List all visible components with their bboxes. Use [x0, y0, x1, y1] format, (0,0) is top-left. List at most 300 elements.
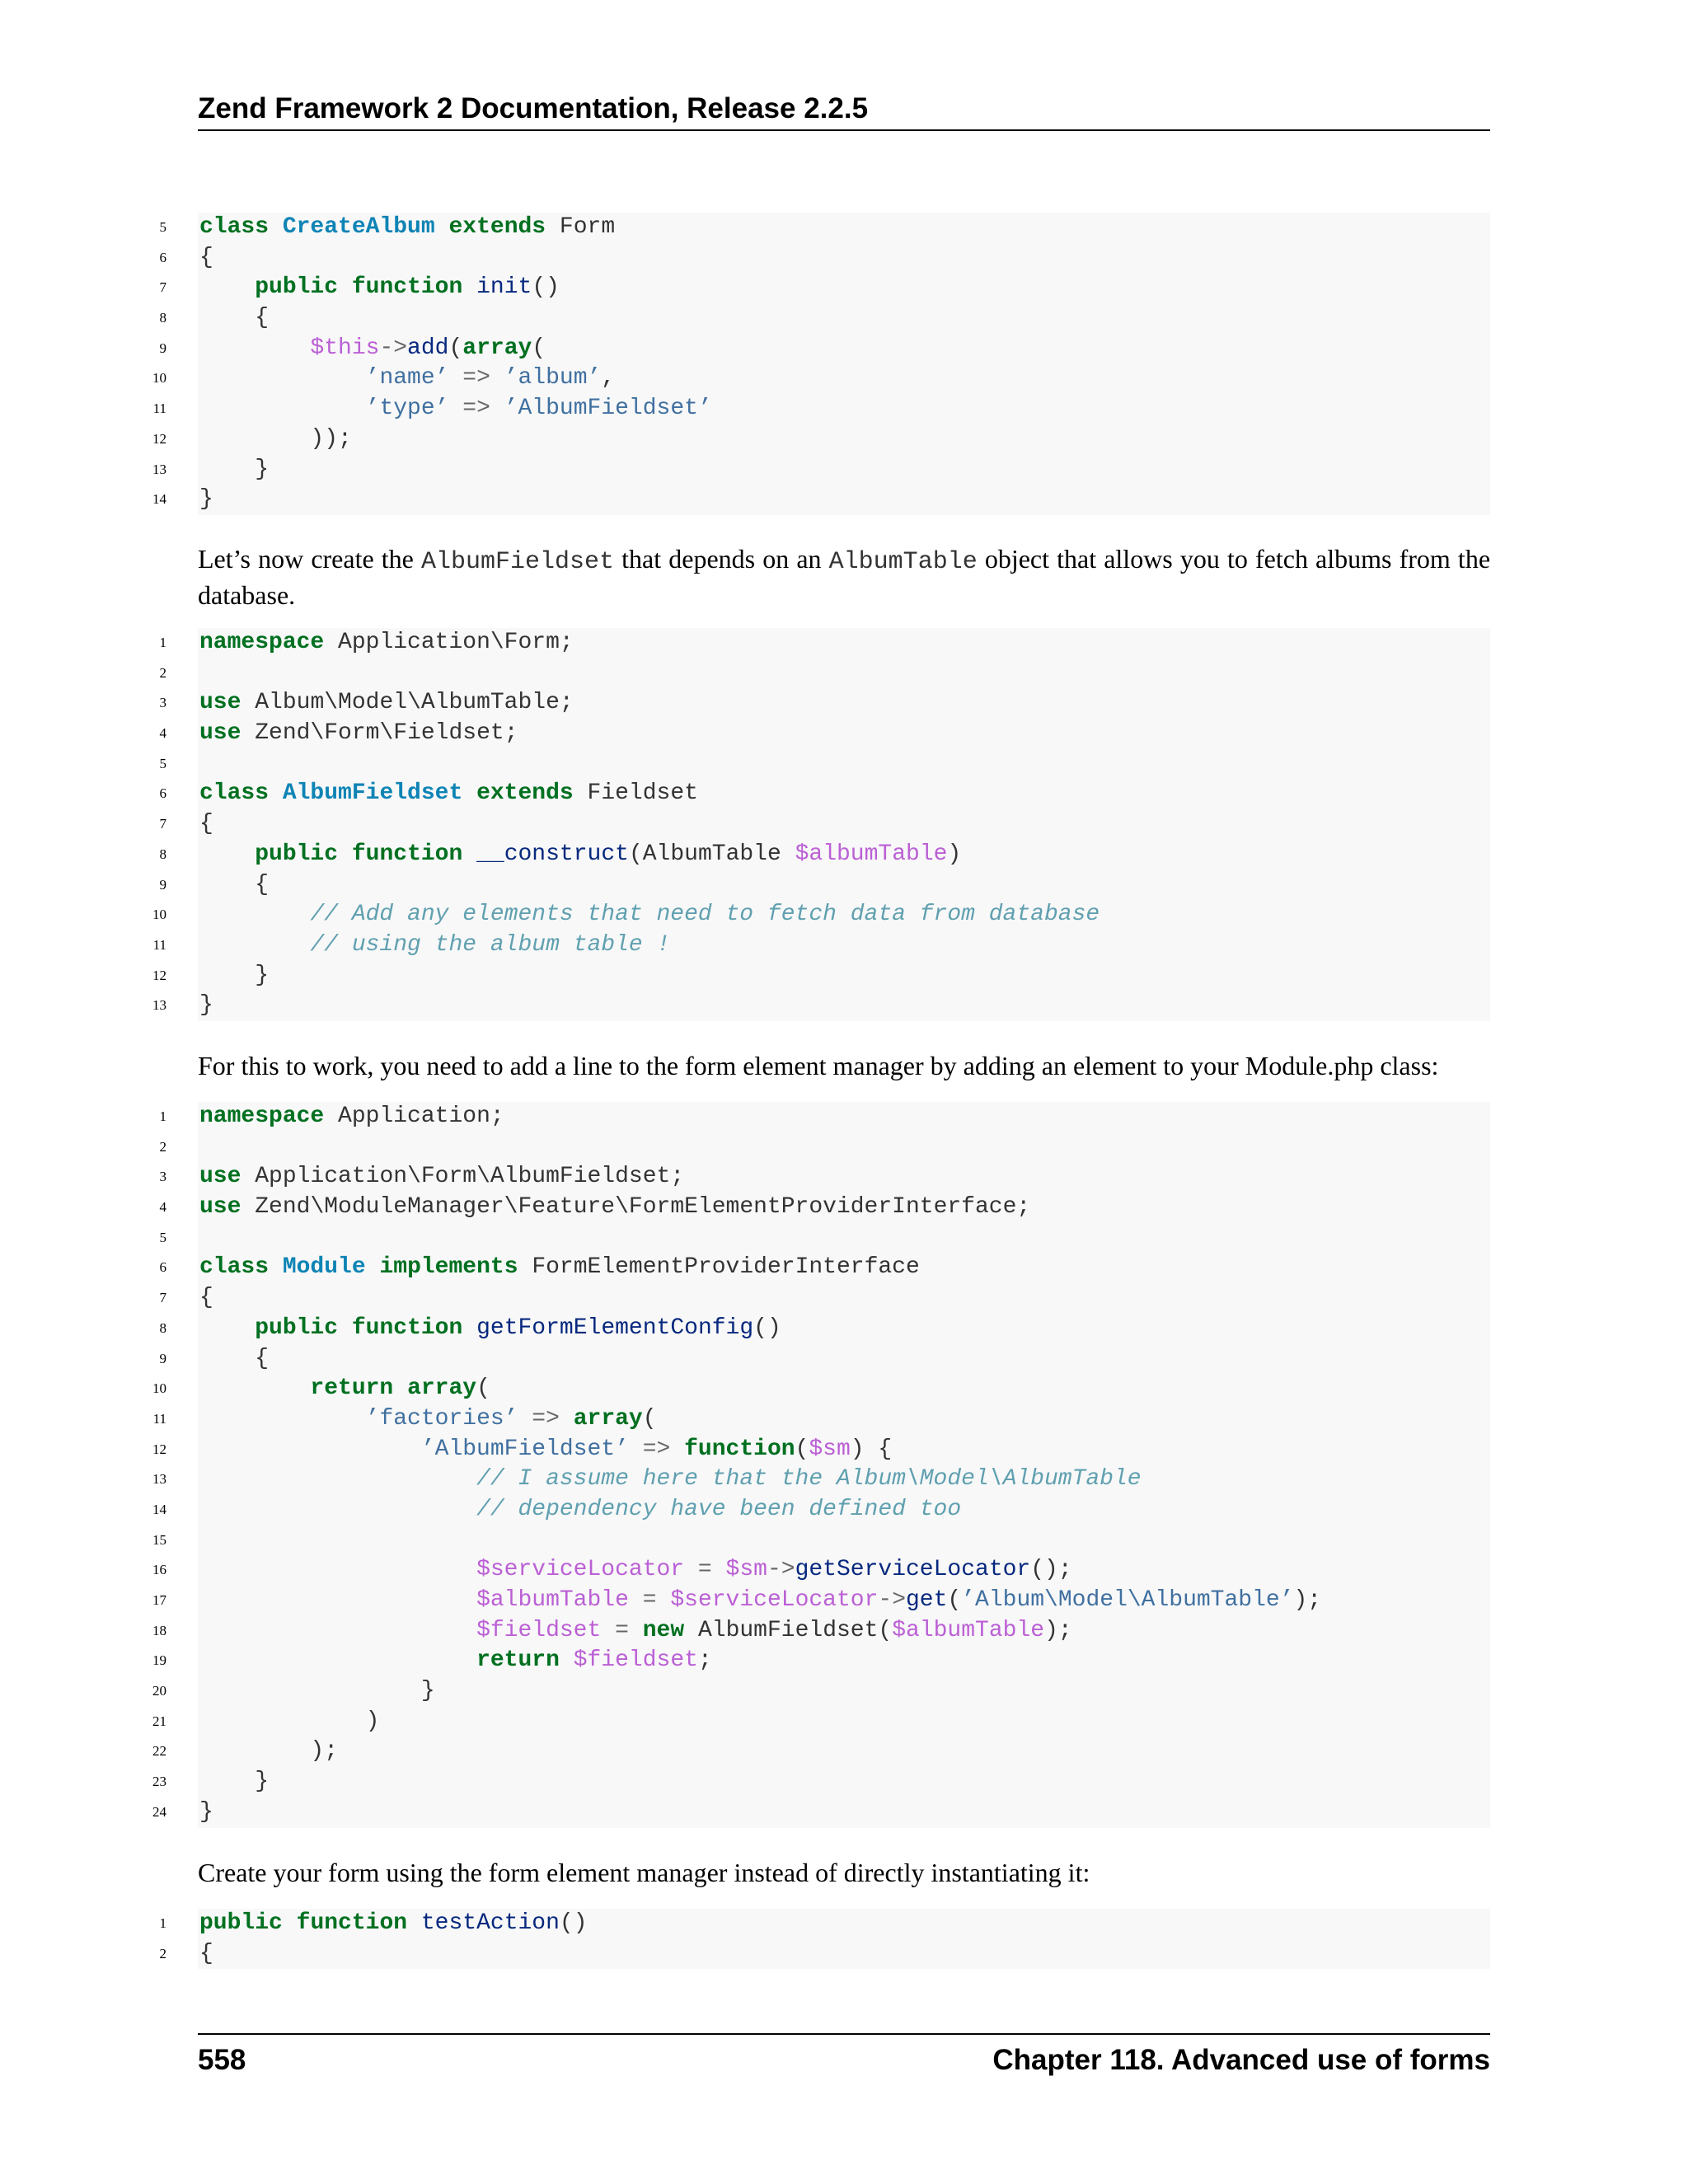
code-token-punctuation	[657, 1587, 671, 1613]
code-line	[140, 1374, 1490, 1404]
code-text	[199, 1797, 213, 1828]
line-number: 7	[159, 279, 166, 296]
code-token-keyword: implements	[379, 1254, 518, 1281]
code-token-punctuation: }	[199, 456, 270, 482]
code-line	[140, 809, 1490, 840]
code-token-punctuation	[670, 1436, 684, 1462]
code-line	[140, 1132, 1490, 1163]
line-number: 11	[152, 401, 166, 417]
paragraph-create-form: Create your form using the form element manager instead of directly instantiating it:	[198, 1858, 1090, 1887]
code-token-string: ’name’	[365, 365, 449, 391]
code-line	[140, 1404, 1490, 1435]
code-token-punctuation	[199, 932, 310, 958]
line-number: 22	[152, 1743, 166, 1760]
code-token-punctuation: ) {	[850, 1436, 893, 1462]
code-token-punctuation	[684, 1618, 698, 1643]
code-token-punctuation: (	[628, 841, 643, 867]
code-token-keyword: array	[573, 1405, 643, 1432]
code-text	[199, 1374, 490, 1404]
code-token-punctuation	[338, 841, 352, 867]
line-number: 1	[159, 1108, 166, 1124]
line-number: 13	[152, 461, 166, 477]
code-line	[140, 1586, 1490, 1616]
code-token-punctuation: {	[199, 1940, 213, 1966]
code-token-punctuation: (	[642, 1405, 657, 1432]
code-token-punctuation: {	[199, 305, 270, 331]
code-text	[199, 424, 352, 455]
code-line	[140, 961, 1490, 991]
code-token-comment: // dependency have been defined too	[476, 1496, 962, 1522]
code-text	[199, 363, 615, 394]
code-token-punctuation	[199, 1647, 476, 1673]
line-number: 3	[159, 1169, 166, 1185]
code-token-punctuation	[560, 1647, 574, 1673]
code-token-punctuation: {	[199, 244, 213, 270]
code-token-punctuation: ;	[1016, 1194, 1031, 1221]
code-line	[140, 213, 1490, 243]
code-line	[140, 273, 1490, 303]
code-line	[140, 363, 1490, 394]
code-text	[199, 688, 574, 719]
code-token-punctuation	[338, 1315, 352, 1341]
code-token-variable: $serviceLocator	[670, 1587, 879, 1613]
line-number: 12	[152, 967, 166, 983]
code-line	[140, 1526, 1490, 1556]
code-line	[140, 1646, 1490, 1676]
line-number: 15	[152, 1531, 166, 1548]
code-block-album-fieldset	[140, 628, 1490, 1021]
code-line	[140, 900, 1490, 930]
code-line	[140, 303, 1490, 334]
code-token-punctuation	[199, 1587, 476, 1613]
code-text	[199, 1102, 504, 1132]
code-token-punctuation: (	[476, 1376, 490, 1402]
code-token-punctuation	[269, 780, 283, 806]
code-token-keyword: use	[199, 720, 241, 747]
code-token-operator: =>	[532, 1405, 560, 1432]
code-token-function-name: add	[407, 335, 449, 361]
code-token-punctuation: {	[199, 871, 270, 898]
code-token-punctuation	[448, 396, 462, 421]
line-number: 16	[152, 1562, 166, 1578]
code-token-punctuation	[241, 720, 255, 746]
code-token-function-name: __construct	[476, 841, 629, 867]
code-line	[140, 1707, 1490, 1737]
code-token-punctuation	[629, 1587, 643, 1613]
page-number: 558	[198, 2044, 246, 2076]
code-text	[199, 213, 615, 243]
code-token-punctuation: ();	[1030, 1557, 1072, 1583]
code-token-punctuation: ()	[753, 1315, 781, 1341]
code-token-punctuation	[601, 1618, 615, 1643]
code-token-punctuation: ;	[559, 630, 574, 655]
code-token-punctuation	[241, 1194, 255, 1220]
code-token-variable: $fieldset	[573, 1647, 698, 1674]
code-token-variable: $albumTable	[476, 1587, 629, 1613]
code-token-keyword: public	[255, 1315, 339, 1341]
code-token-punctuation	[435, 214, 449, 240]
code-token-punctuation	[366, 1254, 380, 1280]
code-token-punctuation	[199, 365, 366, 391]
code-token-string: ’album’	[504, 365, 602, 391]
paragraph-album-fieldset-intro	[198, 542, 1490, 612]
line-number: 13	[152, 997, 166, 1014]
line-number: 11	[152, 1410, 166, 1427]
code-text	[199, 394, 712, 424]
line-number: 8	[159, 1319, 166, 1336]
code-token-punctuation: }	[199, 486, 213, 513]
code-text	[199, 1707, 379, 1737]
code-line	[140, 1736, 1490, 1767]
code-line	[140, 779, 1490, 809]
code-token-punctuation	[199, 1315, 255, 1341]
code-token-punctuation: );	[1044, 1617, 1072, 1643]
code-token-punctuation	[199, 1557, 476, 1582]
code-text	[199, 1314, 781, 1344]
line-number: 6	[159, 249, 166, 265]
code-token-punctuation	[199, 1406, 366, 1432]
paragraph-text: Let’s now create the	[198, 544, 421, 574]
code-text	[199, 1736, 338, 1767]
line-number: 13	[152, 1471, 166, 1488]
code-token-punctuation	[283, 1910, 297, 1936]
code-token-identifier: Album\Model\AlbumTable	[255, 690, 560, 716]
code-text	[199, 900, 1100, 930]
line-number: 12	[152, 1441, 166, 1457]
code-text	[199, 1616, 1072, 1647]
code-token-punctuation	[490, 396, 504, 421]
line-number: 5	[159, 755, 166, 771]
code-line	[140, 1193, 1490, 1223]
code-token-punctuation: (	[532, 335, 546, 361]
code-token-keyword: use	[199, 690, 241, 716]
code-token-comment: // using the album table !	[310, 931, 671, 958]
code-token-punctuation: }	[199, 992, 213, 1019]
code-token-punctuation	[518, 1254, 532, 1280]
line-number: 23	[152, 1774, 166, 1790]
code-token-punctuation	[199, 1376, 310, 1401]
code-line	[140, 1223, 1490, 1254]
code-text	[199, 1909, 588, 1939]
code-token-identifier: AlbumFieldset	[697, 1617, 879, 1643]
code-token-punctuation: ;	[559, 690, 574, 716]
line-number: 4	[159, 1199, 166, 1216]
code-token-punctuation: ()	[559, 1910, 588, 1936]
code-line	[140, 485, 1490, 515]
line-number: 12	[152, 430, 166, 447]
code-token-punctuation	[490, 365, 504, 391]
code-token-operator: ->	[767, 1557, 795, 1583]
line-number: 2	[159, 664, 166, 681]
code-text	[199, 779, 698, 809]
code-token-punctuation: ,	[601, 365, 616, 391]
code-token-identifier: Application\Form	[338, 630, 560, 655]
code-token-class-name: AlbumFieldset	[282, 780, 463, 807]
code-block-create-album	[140, 213, 1490, 515]
code-token-punctuation: {	[199, 1345, 270, 1371]
paragraph-text: that depends on an	[614, 544, 829, 574]
code-token-keyword: extends	[476, 780, 574, 807]
code-token-string: ’Album\Model\AlbumTable’	[961, 1587, 1294, 1613]
code-token-string: ’type’	[365, 396, 449, 422]
code-text	[199, 1646, 712, 1676]
code-line	[140, 991, 1490, 1021]
code-token-punctuation	[518, 1406, 532, 1432]
code-text	[199, 1193, 1030, 1223]
inline-code-albumtable: AlbumTable	[828, 548, 978, 576]
line-number: 5	[159, 1229, 166, 1245]
code-line	[140, 394, 1490, 424]
code-token-punctuation: (	[878, 1617, 893, 1643]
code-token-punctuation	[199, 1436, 421, 1462]
code-token-operator: ->	[379, 335, 408, 361]
code-line	[140, 688, 1490, 719]
code-token-variable: $sm	[809, 1436, 851, 1462]
code-token-punctuation	[629, 1436, 643, 1462]
code-token-punctuation	[462, 780, 476, 806]
code-token-punctuation: }	[199, 962, 270, 988]
code-text	[199, 273, 560, 303]
code-line	[140, 628, 1490, 658]
code-token-punctuation: )	[199, 1708, 380, 1734]
code-token-punctuation	[241, 690, 255, 715]
code-token-keyword: public	[255, 841, 339, 867]
code-line	[140, 1314, 1490, 1344]
line-number: 6	[159, 1259, 166, 1276]
code-token-keyword: array	[462, 335, 532, 361]
line-number: 4	[159, 725, 166, 742]
code-token-punctuation: ;	[504, 720, 518, 747]
code-token-operator: =	[697, 1557, 712, 1583]
chapter-title: Chapter 118. Advanced use of forms	[992, 2044, 1490, 2076]
code-token-punctuation	[574, 780, 588, 806]
code-text	[199, 455, 269, 485]
code-token-function-name: getServiceLocator	[795, 1557, 1031, 1583]
code-token-punctuation	[241, 1164, 255, 1189]
code-token-punctuation	[712, 1557, 726, 1582]
code-text	[199, 840, 961, 870]
code-line	[140, 1283, 1490, 1314]
code-text	[199, 1253, 920, 1283]
code-token-operator: ->	[878, 1587, 906, 1613]
code-token-class-name: CreateAlbum	[282, 214, 435, 240]
line-number: 6	[159, 785, 166, 802]
code-token-punctuation	[338, 274, 352, 300]
code-line	[140, 1495, 1490, 1526]
code-text	[199, 1939, 213, 1970]
code-line	[140, 1162, 1490, 1193]
code-token-variable: $this	[310, 335, 380, 361]
code-token-punctuation	[269, 1254, 283, 1280]
code-token-keyword: return	[310, 1376, 394, 1402]
code-line	[140, 1909, 1490, 1939]
code-text	[199, 1676, 435, 1707]
code-line	[140, 658, 1490, 689]
code-token-punctuation	[407, 1910, 421, 1936]
code-token-punctuation: (	[448, 335, 463, 361]
line-number: 8	[159, 846, 166, 862]
code-line	[140, 1102, 1490, 1132]
code-token-string: ’factories’	[365, 1405, 518, 1432]
code-token-operator: =	[642, 1587, 657, 1613]
code-text	[199, 334, 546, 364]
code-token-punctuation	[324, 1104, 338, 1129]
code-token-punctuation	[462, 1315, 476, 1341]
code-line	[140, 1676, 1490, 1707]
code-text	[199, 809, 213, 840]
code-line	[140, 455, 1490, 485]
code-token-punctuation: }	[199, 1798, 213, 1825]
code-token-punctuation	[462, 841, 476, 867]
code-token-punctuation: ;	[490, 1104, 504, 1129]
code-token-string: ’AlbumFieldset’	[504, 396, 712, 422]
page-header-title: Zend Framework 2 Documentation, Release 2.2.5	[198, 92, 869, 124]
code-token-keyword: function	[351, 274, 463, 301]
code-text	[199, 485, 213, 515]
code-token-punctuation	[560, 1406, 574, 1432]
code-text	[199, 1283, 213, 1314]
code-line	[140, 243, 1490, 274]
code-token-keyword: use	[199, 1164, 241, 1190]
code-token-punctuation: }	[199, 1678, 435, 1704]
code-token-operator: =>	[642, 1436, 671, 1462]
code-token-variable: $albumTable	[892, 1617, 1045, 1643]
line-number: 5	[159, 219, 166, 235]
code-text	[199, 628, 574, 658]
code-token-punctuation	[629, 1618, 643, 1643]
code-token-punctuation: );	[1293, 1587, 1322, 1613]
code-text	[199, 1344, 269, 1375]
code-token-punctuation	[199, 274, 255, 300]
code-token-punctuation: ;	[697, 1647, 712, 1674]
code-token-identifier: Application\Form\AlbumFieldset	[255, 1164, 671, 1190]
code-token-keyword: return	[476, 1647, 560, 1674]
line-number: 14	[152, 1501, 166, 1517]
line-number: 1	[159, 1915, 166, 1931]
code-text	[199, 1465, 1142, 1495]
code-text	[199, 719, 518, 749]
code-token-keyword: namespace	[199, 1104, 325, 1129]
code-token-function-name: init	[476, 274, 532, 301]
code-token-punctuation: ;	[670, 1164, 685, 1190]
code-token-identifier: AlbumTable	[642, 841, 781, 867]
line-number: 11	[152, 936, 166, 953]
code-token-punctuation: (	[795, 1436, 809, 1462]
code-text	[199, 961, 269, 991]
code-token-keyword: new	[642, 1617, 685, 1643]
code-token-keyword: public	[255, 274, 339, 301]
line-number: 9	[159, 876, 166, 893]
line-number: 17	[152, 1592, 166, 1608]
footer-rule	[198, 2033, 1490, 2035]
paragraph-text: object that allows you to fetch albums from the database.	[198, 544, 1491, 610]
code-token-identifier: Zend\ModuleManager\Feature\FormElementProviderInterface	[255, 1194, 1017, 1221]
code-token-punctuation	[199, 335, 310, 361]
code-token-punctuation: ()	[532, 274, 560, 301]
paragraph-module-instructions: For this to work, you need to add a line to the form element manager by adding an element to your Module.php class:	[198, 1051, 1439, 1080]
code-text	[199, 1404, 657, 1435]
code-token-punctuation: );	[199, 1738, 339, 1765]
code-token-string: ’AlbumFieldset’	[420, 1436, 629, 1462]
code-token-punctuation	[546, 214, 560, 240]
code-text	[199, 1495, 961, 1526]
code-token-punctuation	[462, 274, 476, 300]
code-line	[140, 1435, 1490, 1465]
line-number: 9	[159, 340, 166, 356]
code-token-variable: $sm	[725, 1557, 767, 1583]
code-line	[140, 1253, 1490, 1283]
code-token-keyword: function	[351, 1315, 463, 1341]
code-token-keyword: class	[199, 780, 270, 807]
code-token-keyword: function	[351, 841, 463, 867]
code-token-punctuation	[199, 1466, 476, 1492]
code-text	[199, 1767, 269, 1797]
code-token-punctuation	[199, 902, 310, 927]
code-token-punctuation: }	[199, 1769, 270, 1795]
code-token-punctuation	[781, 841, 795, 867]
code-token-operator: =>	[462, 365, 490, 391]
code-token-variable: $albumTable	[795, 841, 948, 867]
code-line	[140, 1344, 1490, 1375]
code-text	[199, 930, 670, 961]
code-line	[140, 870, 1490, 901]
code-token-punctuation	[199, 1497, 476, 1522]
code-text	[199, 303, 269, 334]
line-number: 18	[152, 1622, 166, 1638]
code-token-punctuation	[199, 841, 255, 867]
code-token-identifier: Zend\Form\Fieldset	[255, 720, 504, 747]
code-token-operator: =	[615, 1617, 629, 1643]
code-text	[199, 1555, 1072, 1586]
code-text	[199, 243, 213, 274]
line-number: 7	[159, 816, 166, 832]
code-line	[140, 749, 1490, 780]
code-line	[140, 1616, 1490, 1647]
code-token-keyword: extends	[448, 214, 546, 240]
line-number: 3	[159, 695, 166, 711]
code-line	[140, 840, 1490, 870]
code-token-identifier: FormElementProviderInterface	[532, 1254, 920, 1281]
code-line	[140, 1939, 1490, 1970]
line-number: 2	[159, 1945, 166, 1961]
code-token-variable: $serviceLocator	[476, 1557, 685, 1583]
code-text	[199, 870, 269, 901]
code-token-keyword: array	[407, 1376, 477, 1402]
code-token-keyword: namespace	[199, 630, 325, 655]
code-line	[140, 1767, 1490, 1797]
code-token-punctuation	[393, 1376, 407, 1401]
code-token-variable: $fieldset	[476, 1617, 602, 1643]
code-token-punctuation: {	[199, 811, 213, 837]
line-number: 24	[152, 1803, 166, 1820]
line-number: 7	[159, 1290, 166, 1306]
code-block-module	[140, 1102, 1490, 1828]
code-line	[140, 424, 1490, 455]
code-token-function-name: testAction	[420, 1910, 560, 1936]
code-line	[140, 334, 1490, 364]
line-number: 19	[152, 1652, 166, 1669]
code-token-punctuation	[199, 1618, 476, 1643]
line-number: 8	[159, 310, 166, 326]
code-token-identifier: Form	[559, 214, 616, 240]
code-token-keyword: class	[199, 1254, 270, 1281]
code-token-keyword: public	[199, 1910, 283, 1936]
code-text	[199, 1435, 892, 1465]
code-block-test-action	[140, 1909, 1490, 1969]
code-token-punctuation	[199, 396, 366, 421]
code-text	[199, 991, 213, 1021]
code-line	[140, 1555, 1490, 1586]
